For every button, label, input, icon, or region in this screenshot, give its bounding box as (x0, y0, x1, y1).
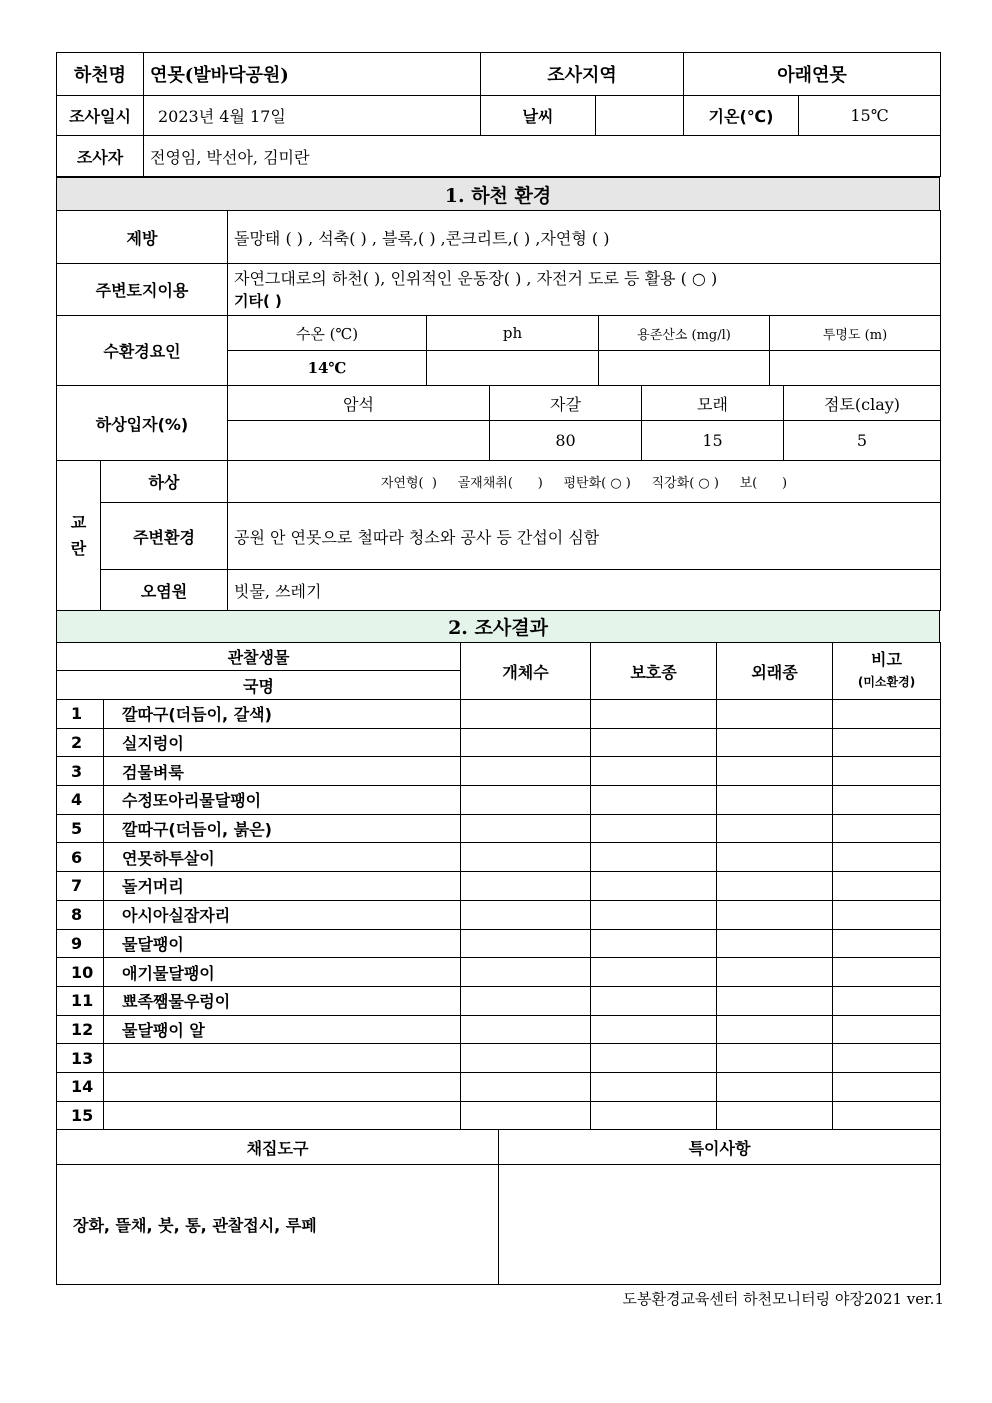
substrate-rock-header: 암석 (228, 386, 490, 421)
note-cell (833, 700, 941, 729)
substrate-label: 하상입자(%) (57, 386, 228, 461)
protected-cell (591, 1101, 717, 1130)
species-name: 실지렁이 (104, 728, 461, 757)
note-cell (833, 929, 941, 958)
special-notes-header: 특이사항 (499, 1130, 941, 1165)
count-cell (461, 757, 591, 786)
alien-cell (717, 958, 833, 987)
survey-area-value: 아래연못 (684, 53, 941, 96)
species-name: 애기물달팽이 (104, 958, 461, 987)
embankment-label: 제방 (57, 211, 228, 264)
alien-cell (717, 1015, 833, 1044)
species-name: 아시아실잠자리 (104, 900, 461, 929)
land-use-line1: 자연그대로의 하천( ), 인위적인 운동장( ) , 자전거 도로 등 활용 ( ○ ) (234, 268, 718, 288)
species-name: 물달팽이 (104, 929, 461, 958)
species-name: 깔따구(더듬이, 붉은) (104, 814, 461, 843)
count-cell (461, 700, 591, 729)
alien-cell (717, 1072, 833, 1101)
species-name: 물달팽이 알 (104, 1015, 461, 1044)
water-factor-label: 수환경요인 (57, 316, 228, 386)
note-sub-label: (미소환경) (857, 675, 916, 689)
row-number: 14 (57, 1072, 104, 1101)
row-number: 1 (57, 700, 104, 729)
section1-title-table (56, 177, 940, 211)
korean-name-header: 국명 (57, 671, 461, 700)
species-row (57, 786, 941, 815)
protected-cell (591, 728, 717, 757)
surroundings-value: 공원 안 연못으로 철따라 청소와 공사 등 간섭이 심함 (228, 503, 941, 570)
protected-cell (591, 986, 717, 1015)
protected-cell (591, 786, 717, 815)
river-name-label: 하천명 (57, 53, 144, 96)
weather-label: 날씨 (481, 96, 596, 136)
substrate-clay-header: 점토(clay) (784, 386, 941, 421)
weather-value (596, 96, 684, 136)
pollution-source-value: 빗물, 쓰레기 (228, 570, 941, 611)
alien-header: 외래종 (717, 643, 833, 700)
alien-cell (717, 700, 833, 729)
dissolved-oxygen-header: 용존산소 (mg/l) (599, 316, 770, 351)
protected-cell (591, 1072, 717, 1101)
substrate-table (56, 385, 941, 461)
species-name: 뾰족쨈물우렁이 (104, 986, 461, 1015)
tools-table (56, 1129, 941, 1285)
section1-title: 1. 하천 환경 (57, 178, 940, 211)
air-temp-label: 기온(℃) (684, 96, 799, 136)
species-row (57, 929, 941, 958)
substrate-sand-header: 모래 (642, 386, 784, 421)
protected-cell (591, 900, 717, 929)
count-cell (461, 872, 591, 901)
count-header: 개체수 (461, 643, 591, 700)
protected-cell (591, 929, 717, 958)
alien-cell (717, 843, 833, 872)
land-use-value (228, 264, 941, 316)
results-table (56, 642, 941, 1130)
disturbance-table (56, 460, 941, 611)
surveyor-value: 전영임, 박선아, 김미란 (144, 136, 941, 177)
transparency-value (770, 351, 941, 386)
substrate-clay-value: 5 (784, 421, 941, 461)
tools-value: 장화, 뜰채, 붓, 통, 관찰접시, 루페 (57, 1165, 499, 1285)
row-number: 4 (57, 786, 104, 815)
protected-header: 보호종 (591, 643, 717, 700)
pollution-source-label: 오염원 (101, 570, 228, 611)
protected-cell (591, 1044, 717, 1073)
count-cell (461, 814, 591, 843)
species-name: 수정또아리물달팽이 (104, 786, 461, 815)
row-number: 11 (57, 986, 104, 1015)
note-cell (833, 872, 941, 901)
alien-cell (717, 872, 833, 901)
row-number: 3 (57, 757, 104, 786)
alien-cell (717, 900, 833, 929)
note-cell (833, 728, 941, 757)
species-row (57, 1015, 941, 1044)
ph-header: ph (427, 316, 599, 351)
count-cell (461, 843, 591, 872)
count-cell (461, 958, 591, 987)
note-cell (833, 814, 941, 843)
count-cell (461, 728, 591, 757)
alien-cell (717, 929, 833, 958)
note-cell (833, 1044, 941, 1073)
count-cell (461, 1015, 591, 1044)
species-name (104, 1101, 461, 1130)
alien-cell (717, 1044, 833, 1073)
air-temp-value: 15℃ (799, 96, 941, 136)
surroundings-label: 주변환경 (101, 503, 228, 570)
alien-cell (717, 1101, 833, 1130)
row-number: 15 (57, 1101, 104, 1130)
note-cell (833, 1101, 941, 1130)
water-table (56, 315, 941, 386)
transparency-header: 투명도 (m) (770, 316, 941, 351)
species-row (57, 700, 941, 729)
footer-text: 도봉환경교육센터 하천모니터링 야장2021 ver.1 (622, 1290, 944, 1308)
protected-cell (591, 958, 717, 987)
section2-title: 2. 조사결과 (57, 611, 940, 643)
count-cell (461, 986, 591, 1015)
surveyor-label: 조사자 (57, 136, 144, 177)
species-row (57, 900, 941, 929)
note-label: 비고 (871, 650, 902, 669)
count-cell (461, 1044, 591, 1073)
row-number: 2 (57, 728, 104, 757)
species-name (104, 1072, 461, 1101)
substrate-gravel-value: 80 (490, 421, 642, 461)
tools-header: 채집도구 (57, 1130, 499, 1165)
species-row (57, 757, 941, 786)
protected-cell (591, 700, 717, 729)
species-row (57, 872, 941, 901)
species-row (57, 843, 941, 872)
note-header (833, 643, 941, 700)
species-name: 깔따구(더듬이, 갈색) (104, 700, 461, 729)
alien-cell (717, 728, 833, 757)
water-temp-value: 14℃ (228, 351, 427, 386)
protected-cell (591, 872, 717, 901)
embankment-value: 돌망태 ( ) , 석축( ) , 블록,( ) ,콘크리트,( ) ,자연형 ( ) (228, 211, 941, 264)
row-number: 5 (57, 814, 104, 843)
count-cell (461, 929, 591, 958)
riverbed-label: 하상 (101, 461, 228, 503)
land-use-label: 주변토지이용 (57, 264, 228, 316)
protected-cell (591, 843, 717, 872)
alien-cell (717, 986, 833, 1015)
count-cell (461, 1072, 591, 1101)
environment-table (56, 210, 941, 316)
substrate-rock-value (228, 421, 490, 461)
substrate-gravel-header: 자갈 (490, 386, 642, 421)
count-cell (461, 1101, 591, 1130)
row-number: 9 (57, 929, 104, 958)
riverbed-value: 자연형( ) 골재채취( ) 평탄화( ○ ) 직강화( ○ ) 보( ) (228, 461, 941, 503)
species-name: 연못하투살이 (104, 843, 461, 872)
note-cell (833, 900, 941, 929)
section2-title-table (56, 610, 940, 643)
note-cell (833, 786, 941, 815)
row-number: 6 (57, 843, 104, 872)
land-use-line2: 기타( ) (234, 291, 282, 310)
species-row (57, 986, 941, 1015)
species-row (57, 1072, 941, 1101)
special-notes-value (499, 1165, 941, 1285)
river-name-value: 연못(발바닥공원) (144, 53, 481, 96)
species-row (57, 1044, 941, 1073)
alien-cell (717, 814, 833, 843)
alien-cell (717, 757, 833, 786)
species-name (104, 1044, 461, 1073)
header-table (56, 52, 941, 177)
protected-cell (591, 814, 717, 843)
count-cell (461, 900, 591, 929)
species-row (57, 1101, 941, 1130)
row-number: 12 (57, 1015, 104, 1044)
species-name: 검물벼룩 (104, 757, 461, 786)
count-cell (461, 786, 591, 815)
survey-date-value: 2023년 4월 17일 (144, 96, 481, 136)
species-row (57, 728, 941, 757)
water-temp-header: 수온 (℃) (228, 316, 427, 351)
note-cell (833, 986, 941, 1015)
note-cell (833, 1015, 941, 1044)
organism-header: 관찰생물 (57, 643, 461, 671)
note-cell (833, 757, 941, 786)
dissolved-oxygen-value (599, 351, 770, 386)
note-cell (833, 1072, 941, 1101)
disturbance-label: 교 란 (57, 461, 101, 611)
species-row (57, 814, 941, 843)
protected-cell (591, 1015, 717, 1044)
note-cell (833, 958, 941, 987)
species-row (57, 958, 941, 987)
survey-date-label: 조사일시 (57, 96, 144, 136)
protected-cell (591, 757, 717, 786)
note-cell (833, 843, 941, 872)
row-number: 13 (57, 1044, 104, 1073)
row-number: 7 (57, 872, 104, 901)
row-number: 8 (57, 900, 104, 929)
survey-area-label: 조사지역 (481, 53, 684, 96)
ph-value (427, 351, 599, 386)
alien-cell (717, 786, 833, 815)
row-number: 10 (57, 958, 104, 987)
substrate-sand-value: 15 (642, 421, 784, 461)
species-name: 돌거머리 (104, 872, 461, 901)
